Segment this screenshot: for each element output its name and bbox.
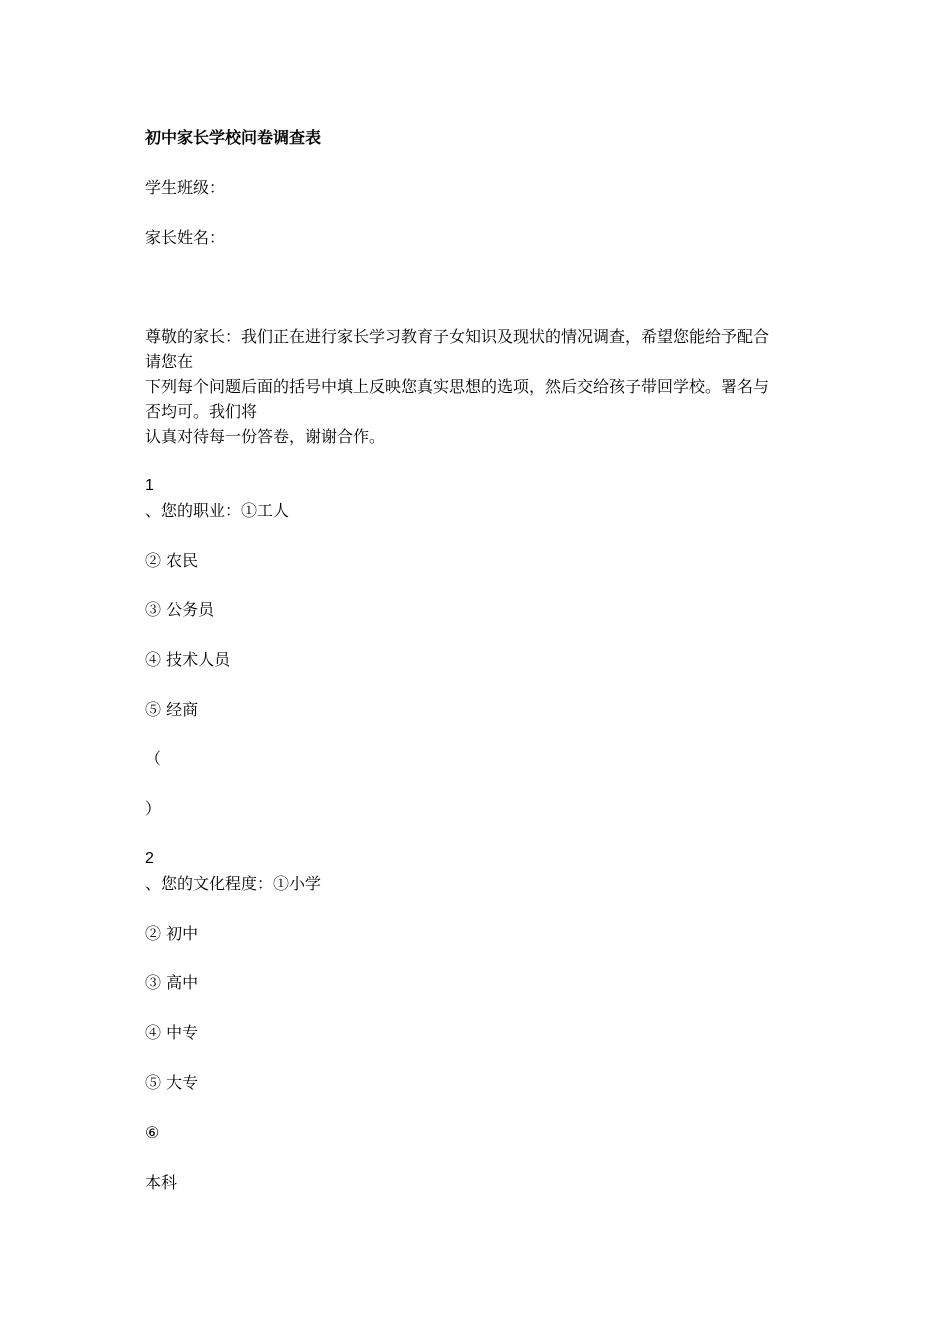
question-1-number: 1	[145, 477, 154, 494]
intro-line-1: 尊敬的家长：我们正在进行家长学习教育子女知识及现状的情况调查，希望您能给予配合	[145, 327, 770, 346]
question-1-prompt: 、您的职业：①工人	[145, 501, 290, 520]
question-2-option-5: ⑤ 大专	[145, 1073, 199, 1092]
question-1-option-3: ③ 公务员	[145, 600, 215, 619]
question-2-option-2: ② 初中	[145, 924, 199, 943]
intro-line-4: 否均可。我们将	[145, 402, 258, 421]
document-title: 初中家长学校问卷调查表	[145, 128, 322, 147]
student-class-label: 学生班级：	[145, 178, 226, 197]
question-2-option-6-text: 本科	[145, 1173, 178, 1192]
question-1-option-4: ④ 技术人员	[145, 650, 231, 669]
parent-name-label: 家长姓名：	[145, 228, 226, 247]
question-1-bracket-close: ）	[145, 799, 162, 818]
question-2-prompt: 、您的文化程度：①小学	[145, 874, 322, 893]
question-2-number: 2	[145, 850, 154, 867]
intro-line-3: 下列每个问题后面的括号中填上反映您真实思想的选项，然后交给孩子带回学校。署名与	[145, 377, 770, 396]
question-2-option-6: ⑥	[145, 1123, 160, 1142]
intro-line-5: 认真对待每一份答卷，谢谢合作。	[145, 427, 386, 446]
intro-line-2: 请您在	[145, 352, 194, 371]
question-2-option-4: ④ 中专	[145, 1023, 199, 1042]
question-2-option-3: ③ 高中	[145, 973, 199, 992]
question-1-option-2: ② 农民	[145, 551, 199, 570]
question-1-option-5: ⑤ 经商	[145, 700, 199, 719]
question-1-bracket-open: （	[145, 749, 162, 768]
